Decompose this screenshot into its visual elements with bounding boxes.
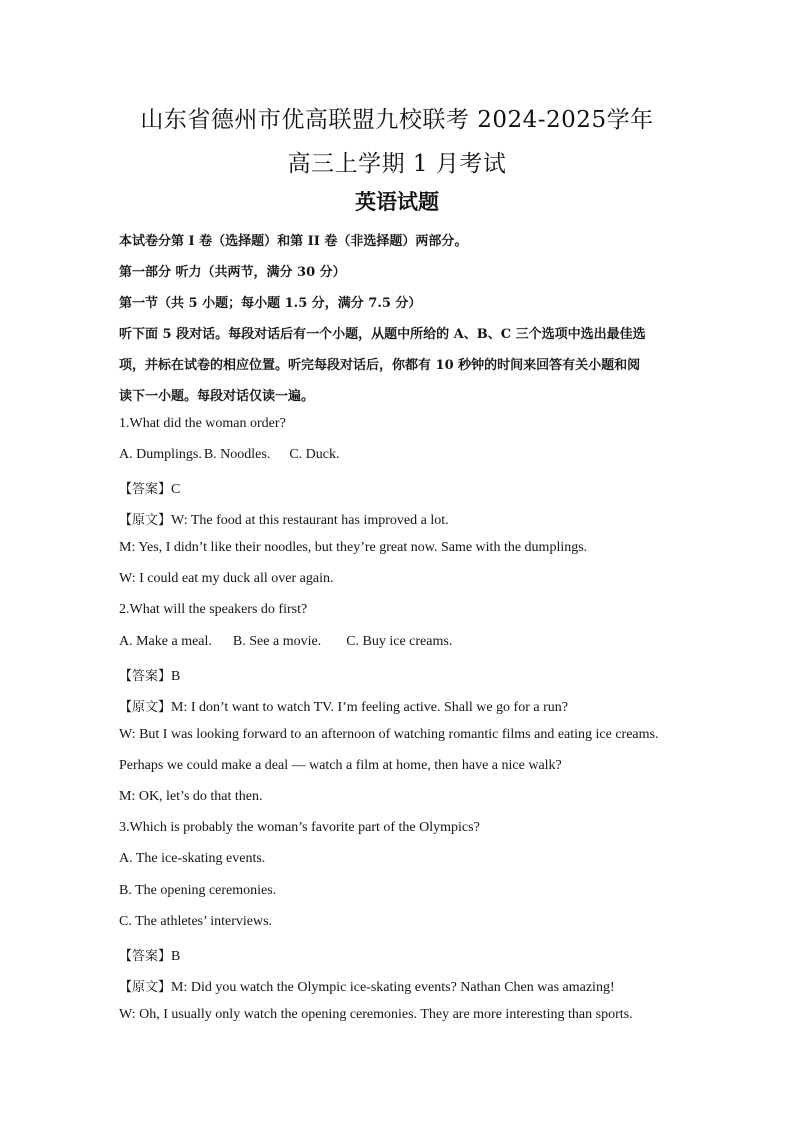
transcript-label: 【原文】: [119, 513, 172, 528]
transcript-2-line-3: Perhaps we could make a deal — watch a film at home, then have a nice walk?: [119, 758, 562, 773]
instructions-line-2: 项，并标在试卷的相应位置。听完每段对话后，你都有 10 秒钟的时间来回答有关小题和阅: [119, 358, 641, 373]
answer-value: C: [171, 482, 181, 497]
question-3-option-c: C. The athletes’ interviews.: [119, 914, 273, 929]
transcript-2-line-1: [119, 696, 568, 716]
answer-value: B: [171, 669, 181, 684]
option-b: B. See a movie.: [232, 634, 322, 649]
section-one-heading: 第一节（共 5 小题；每小题 1.5 分，满分 7.5 分）: [119, 296, 422, 311]
transcript-1-line-3: W: I could eat my duck all over again.: [119, 571, 334, 586]
transcript-1-line-1: [119, 509, 449, 529]
transcript-label: 【原文】: [119, 980, 172, 995]
question-1-options: [119, 447, 340, 463]
answer-label: 【答案】: [119, 482, 172, 497]
option-b: B. Noodles.: [203, 447, 271, 462]
question-2: 2.What will the speakers do first?: [119, 602, 308, 617]
option-a: A. Make a meal.: [119, 634, 212, 649]
transcript-2-line-2: W: But I was looking forward to an afternoon of watching romantic films and eating ice creams.: [119, 727, 659, 742]
option-c: C. Buy ice creams.: [346, 634, 453, 649]
question-2-options: [119, 634, 452, 650]
option-a: A. Dumplings.: [119, 447, 202, 462]
transcript-3-line-1: [119, 976, 615, 996]
answer-label: 【答案】: [119, 669, 172, 684]
question-3-option-a: A. The ice-skating events.: [119, 851, 266, 866]
transcript-2-line-4: M: OK, let’s do that then.: [119, 789, 263, 804]
part-one-heading: 第一部分 听力（共两节，满分 30 分）: [119, 265, 346, 280]
subject-heading: 英语试题: [355, 189, 439, 214]
answer-2: [119, 665, 180, 685]
paper-structure-note: 本试卷分第 I 卷（选择题）和第 II 卷（非选择题）两部分。: [119, 234, 468, 249]
transcript-3-line-2: W: Oh, I usually only watch the opening ceremonies. They are more interesting than sports.: [119, 1007, 633, 1022]
question-3-option-b: B. The opening ceremonies.: [119, 883, 277, 898]
answer-label: 【答案】: [119, 949, 172, 964]
instructions-line-3: 读下一小题。每段对话仅读一遍。: [119, 389, 315, 404]
transcript-text: M: Did you watch the Olympic ice-skating events? Nathan Chen was amazing!: [171, 980, 615, 995]
answer-3: [119, 945, 180, 965]
transcript-label: 【原文】: [119, 700, 172, 715]
question-3: 3.Which is probably the woman’s favorite part of the Olympics?: [119, 820, 480, 835]
instructions-line-1: 听下面 5 段对话。每段对话后有一个小题，从题中所给的 A、B、C 三个选项中选出最佳选: [119, 327, 646, 342]
transcript-1-line-2: M: Yes, I didn’t like their noodles, but they’re great now. Same with the dumplings.: [119, 540, 588, 555]
document-subtitle: 高三上学期 1 月考试: [287, 151, 507, 177]
transcript-text: W: The food at this restaurant has improved a lot.: [171, 513, 449, 528]
answer-value: B: [171, 949, 181, 964]
document-title: 山东省德州市优高联盟九校联考 2024-2025学年: [140, 107, 654, 133]
answer-1: [119, 478, 180, 498]
question-1: 1.What did the woman order?: [119, 416, 286, 431]
transcript-text: M: I don’t want to watch TV. I’m feeling active. Shall we go for a run?: [171, 700, 568, 715]
option-c: C. Duck.: [289, 447, 340, 462]
